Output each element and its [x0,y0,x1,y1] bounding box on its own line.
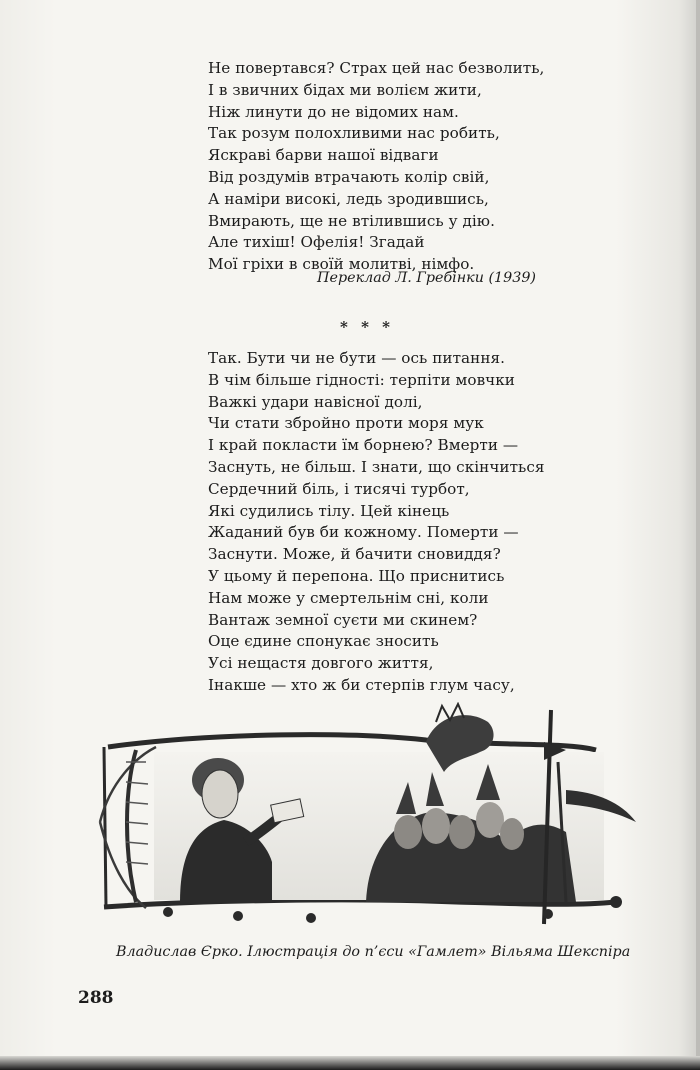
page-right-edge [696,0,700,1070]
poem-line: І край покласти їм борнею? Вмерти — [208,436,519,455]
poem-line: Яскраві барви нашої відваги [208,146,439,165]
poem-line: Нам може у смертельнім сні, коли [208,588,489,607]
poem-line: У цьому й перепона. Що приснитись [208,566,505,585]
poem-line: Так. Бути чи не бути — ось питання. [208,349,506,367]
poem-line: Вмирають, ще не втілившись у дію. [208,211,495,230]
poem-line: Мої гріхи в своїй молитві, німфо. [208,255,475,274]
poem-line: Заснуть, не більш. І знати, що скінчиться [208,457,545,476]
poem-line: Чи стати збройно проти моря мук [208,414,484,433]
poem-line: Так розум полохливими нас робить, [208,124,500,143]
poem-line: Інакше — хто ж би стерпів глум часу, [208,675,515,694]
poem-line: Які судились тілу. Цей кінець [208,501,450,520]
poem-line: Усі нещастя довгого життя, [208,654,434,673]
poem-line: Жаданий був би кожному. Померти — [208,523,519,542]
poem-stanza-1 [208,58,544,276]
poem-line: Важкі удари навісної долі, [208,392,423,411]
poem-line: І в звичних бідах ми волієм жити, [208,80,482,99]
poem-line: А наміри високі, ледь зродившись, [208,189,489,208]
translation-attribution: Переклад Л. Гребінки (1939) [317,270,536,286]
page-bottom-edge [0,1056,700,1070]
illustration-caption: Владислав Єрко. Ілюстрація до п’єси «Гамлет» Вільяма Шекспіра [116,944,631,960]
poem-line: В чім більше гідності: терпіти мовчки [208,370,515,389]
hamlet-illustration [96,702,641,934]
poem-line: Але тихіш! Офелія! Згадай [208,233,425,252]
stanza-separator: * * * [340,318,394,336]
poem-line: Сердечний біль, і тисячі турбот, [208,479,470,498]
poem-stanza-2 [208,348,545,697]
poem-line: Ніж линути до не відомих нам. [208,102,459,121]
page-number: 288 [78,988,114,1008]
poem-line: Вантаж земної суєти ми скинем? [208,610,478,629]
poem-line: Не повертався? Страх цей нас безволить, [208,59,545,77]
poem-line: Оце єдине спонукає зносить [208,632,439,651]
poem-line: Від роздумів втрачають колір свій, [208,167,490,186]
poem-line: Заснути. Може, й бачити сновиддя? [208,545,501,564]
